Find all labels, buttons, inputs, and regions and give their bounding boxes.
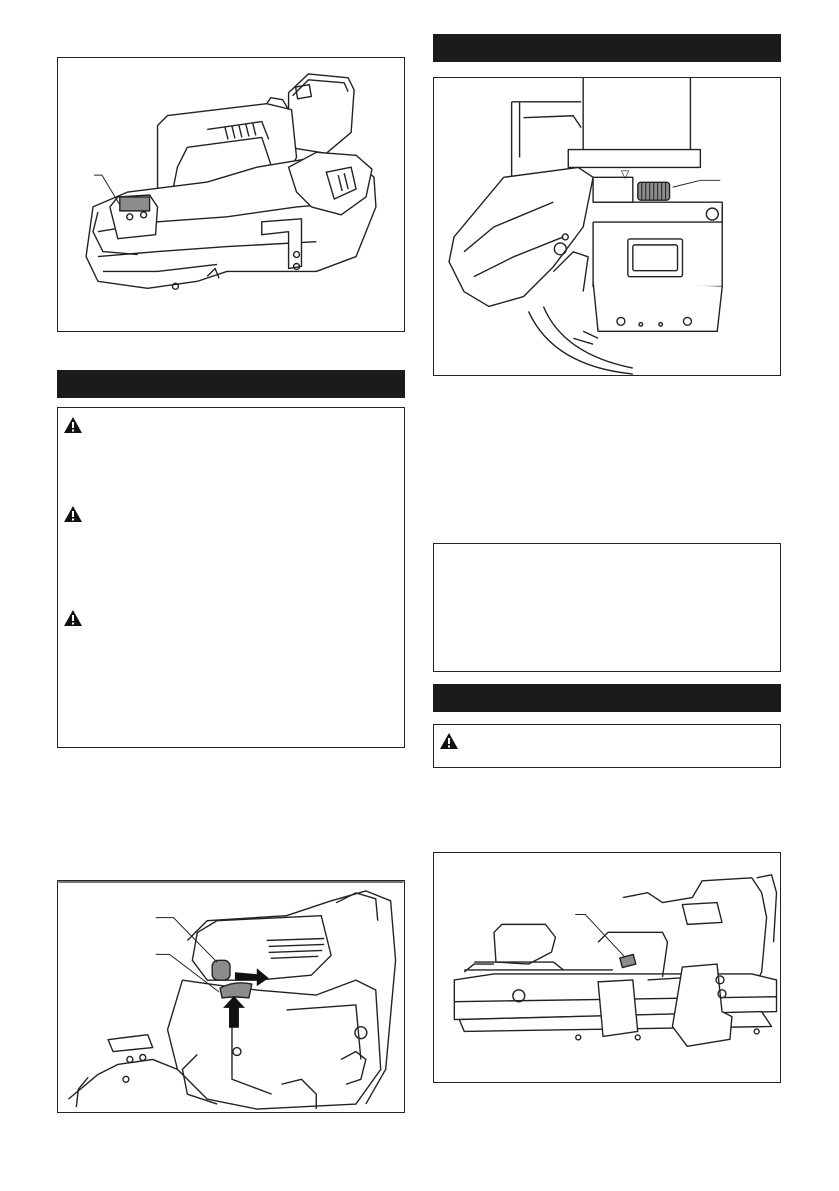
band-saw-illustration — [58, 58, 404, 331]
figure-saw-overview — [57, 57, 405, 332]
svg-text:▽: ▽ — [620, 167, 630, 181]
warning-triangle-icon — [63, 505, 83, 523]
section-bar-left — [57, 370, 405, 398]
figure-lock-buttons — [57, 880, 405, 1113]
warning-triangle-icon — [439, 732, 459, 750]
warning-box-left — [57, 407, 405, 748]
warning-box-right — [433, 724, 781, 768]
figure-blade-side — [433, 852, 781, 1083]
blade-side-illustration — [434, 853, 780, 1082]
lock-buttons-illustration — [58, 881, 404, 1112]
adjust-knob-illustration — [434, 78, 780, 375]
warning-triangle-icon — [63, 416, 83, 434]
note-box — [433, 543, 781, 672]
warning-triangle-icon — [63, 609, 83, 627]
section-bar-right-top — [433, 34, 781, 62]
section-bar-right-middle — [433, 684, 781, 712]
figure-adjust-knob — [433, 77, 781, 376]
